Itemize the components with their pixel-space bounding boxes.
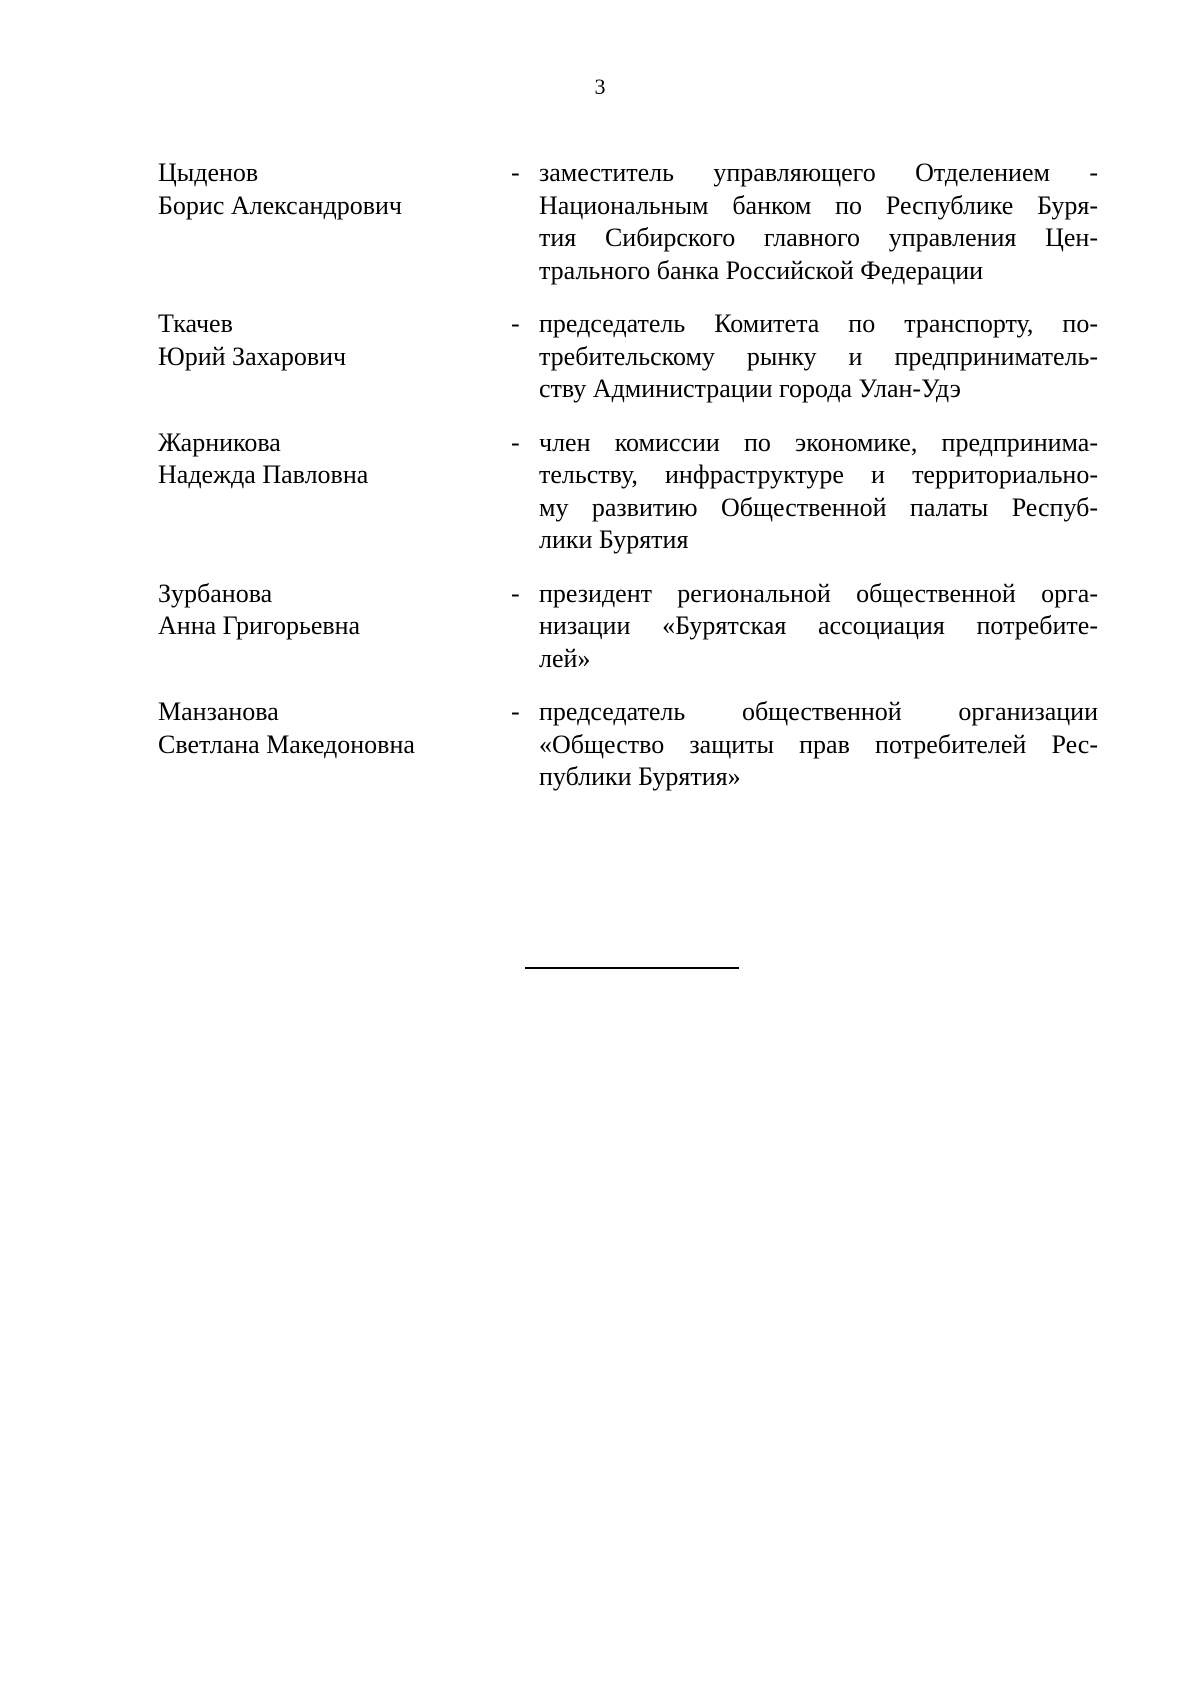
position-line: низации «Бурятская ассоциация потребите- <box>539 611 1098 640</box>
position-line: президент региональной общественной орга- <box>539 578 1098 608</box>
member-entry-tkachev <box>158 308 1098 406</box>
member-given-names: Юрий Захарович <box>158 341 347 371</box>
member-surname: Цыденов <box>158 158 259 187</box>
position-line: лики Бурятия <box>539 525 689 554</box>
member-entry-manzanova <box>158 696 1098 794</box>
entry-dash: - <box>511 309 520 338</box>
member-surname: Манзанова <box>158 697 279 726</box>
member-entry-tsydenov <box>158 157 1098 287</box>
position-line: лей» <box>539 643 591 673</box>
member-surname: Жарникова <box>158 427 281 457</box>
position-line: требительскому рынку и предприниматель- <box>539 341 1098 371</box>
member-list <box>158 157 1098 815</box>
position-line: председатель общественной организации <box>539 697 1098 726</box>
position-line: заместитель управляющего Отделением - <box>539 158 1098 187</box>
position-line: ству Администрации города Улан-Удэ <box>539 374 961 403</box>
member-name <box>158 696 511 761</box>
member-given-names: Анна Григорьевна <box>158 611 361 640</box>
member-surname: Ткачев <box>158 309 233 338</box>
entry-dash: - <box>511 697 520 726</box>
position-line: Национальным банком по Республике Буря- <box>539 190 1098 220</box>
member-position <box>539 157 1098 287</box>
member-name <box>158 578 511 643</box>
member-position <box>539 696 1098 794</box>
member-position <box>539 427 1098 557</box>
member-given-names: Светлана Македоновна <box>158 729 415 759</box>
position-line: тельству, инфраструктуре и территориально- <box>539 460 1098 489</box>
entry-dash: - <box>511 427 520 457</box>
position-line: «Общество защиты прав потребителей Рес- <box>539 729 1098 759</box>
position-line: член комиссии по экономике, предпринима- <box>539 427 1098 457</box>
position-line: публики Бурятия» <box>539 762 741 791</box>
member-given-names: Борис Александрович <box>158 190 402 220</box>
page-number: 3 <box>594 74 606 99</box>
member-position <box>539 578 1098 676</box>
member-name <box>158 427 511 492</box>
member-position <box>539 308 1098 406</box>
position-line: председатель Комитета по транспорту, по- <box>539 309 1098 338</box>
member-name <box>158 157 511 222</box>
position-line: трального банка Российской Федерации <box>539 255 984 285</box>
entry-dash: - <box>511 158 520 187</box>
member-entry-zharnikova <box>158 427 1098 557</box>
entry-dash: - <box>511 578 520 608</box>
member-surname: Зурбанова <box>158 578 273 608</box>
member-name <box>158 308 511 373</box>
position-line: му развитию Общественной палаты Респуб- <box>539 492 1098 522</box>
end-of-list-rule <box>525 967 739 969</box>
position-line: тия Сибирского главного управления Цен- <box>539 223 1098 252</box>
member-given-names: Надежда Павловна <box>158 460 369 489</box>
member-entry-zurbanova <box>158 578 1098 676</box>
